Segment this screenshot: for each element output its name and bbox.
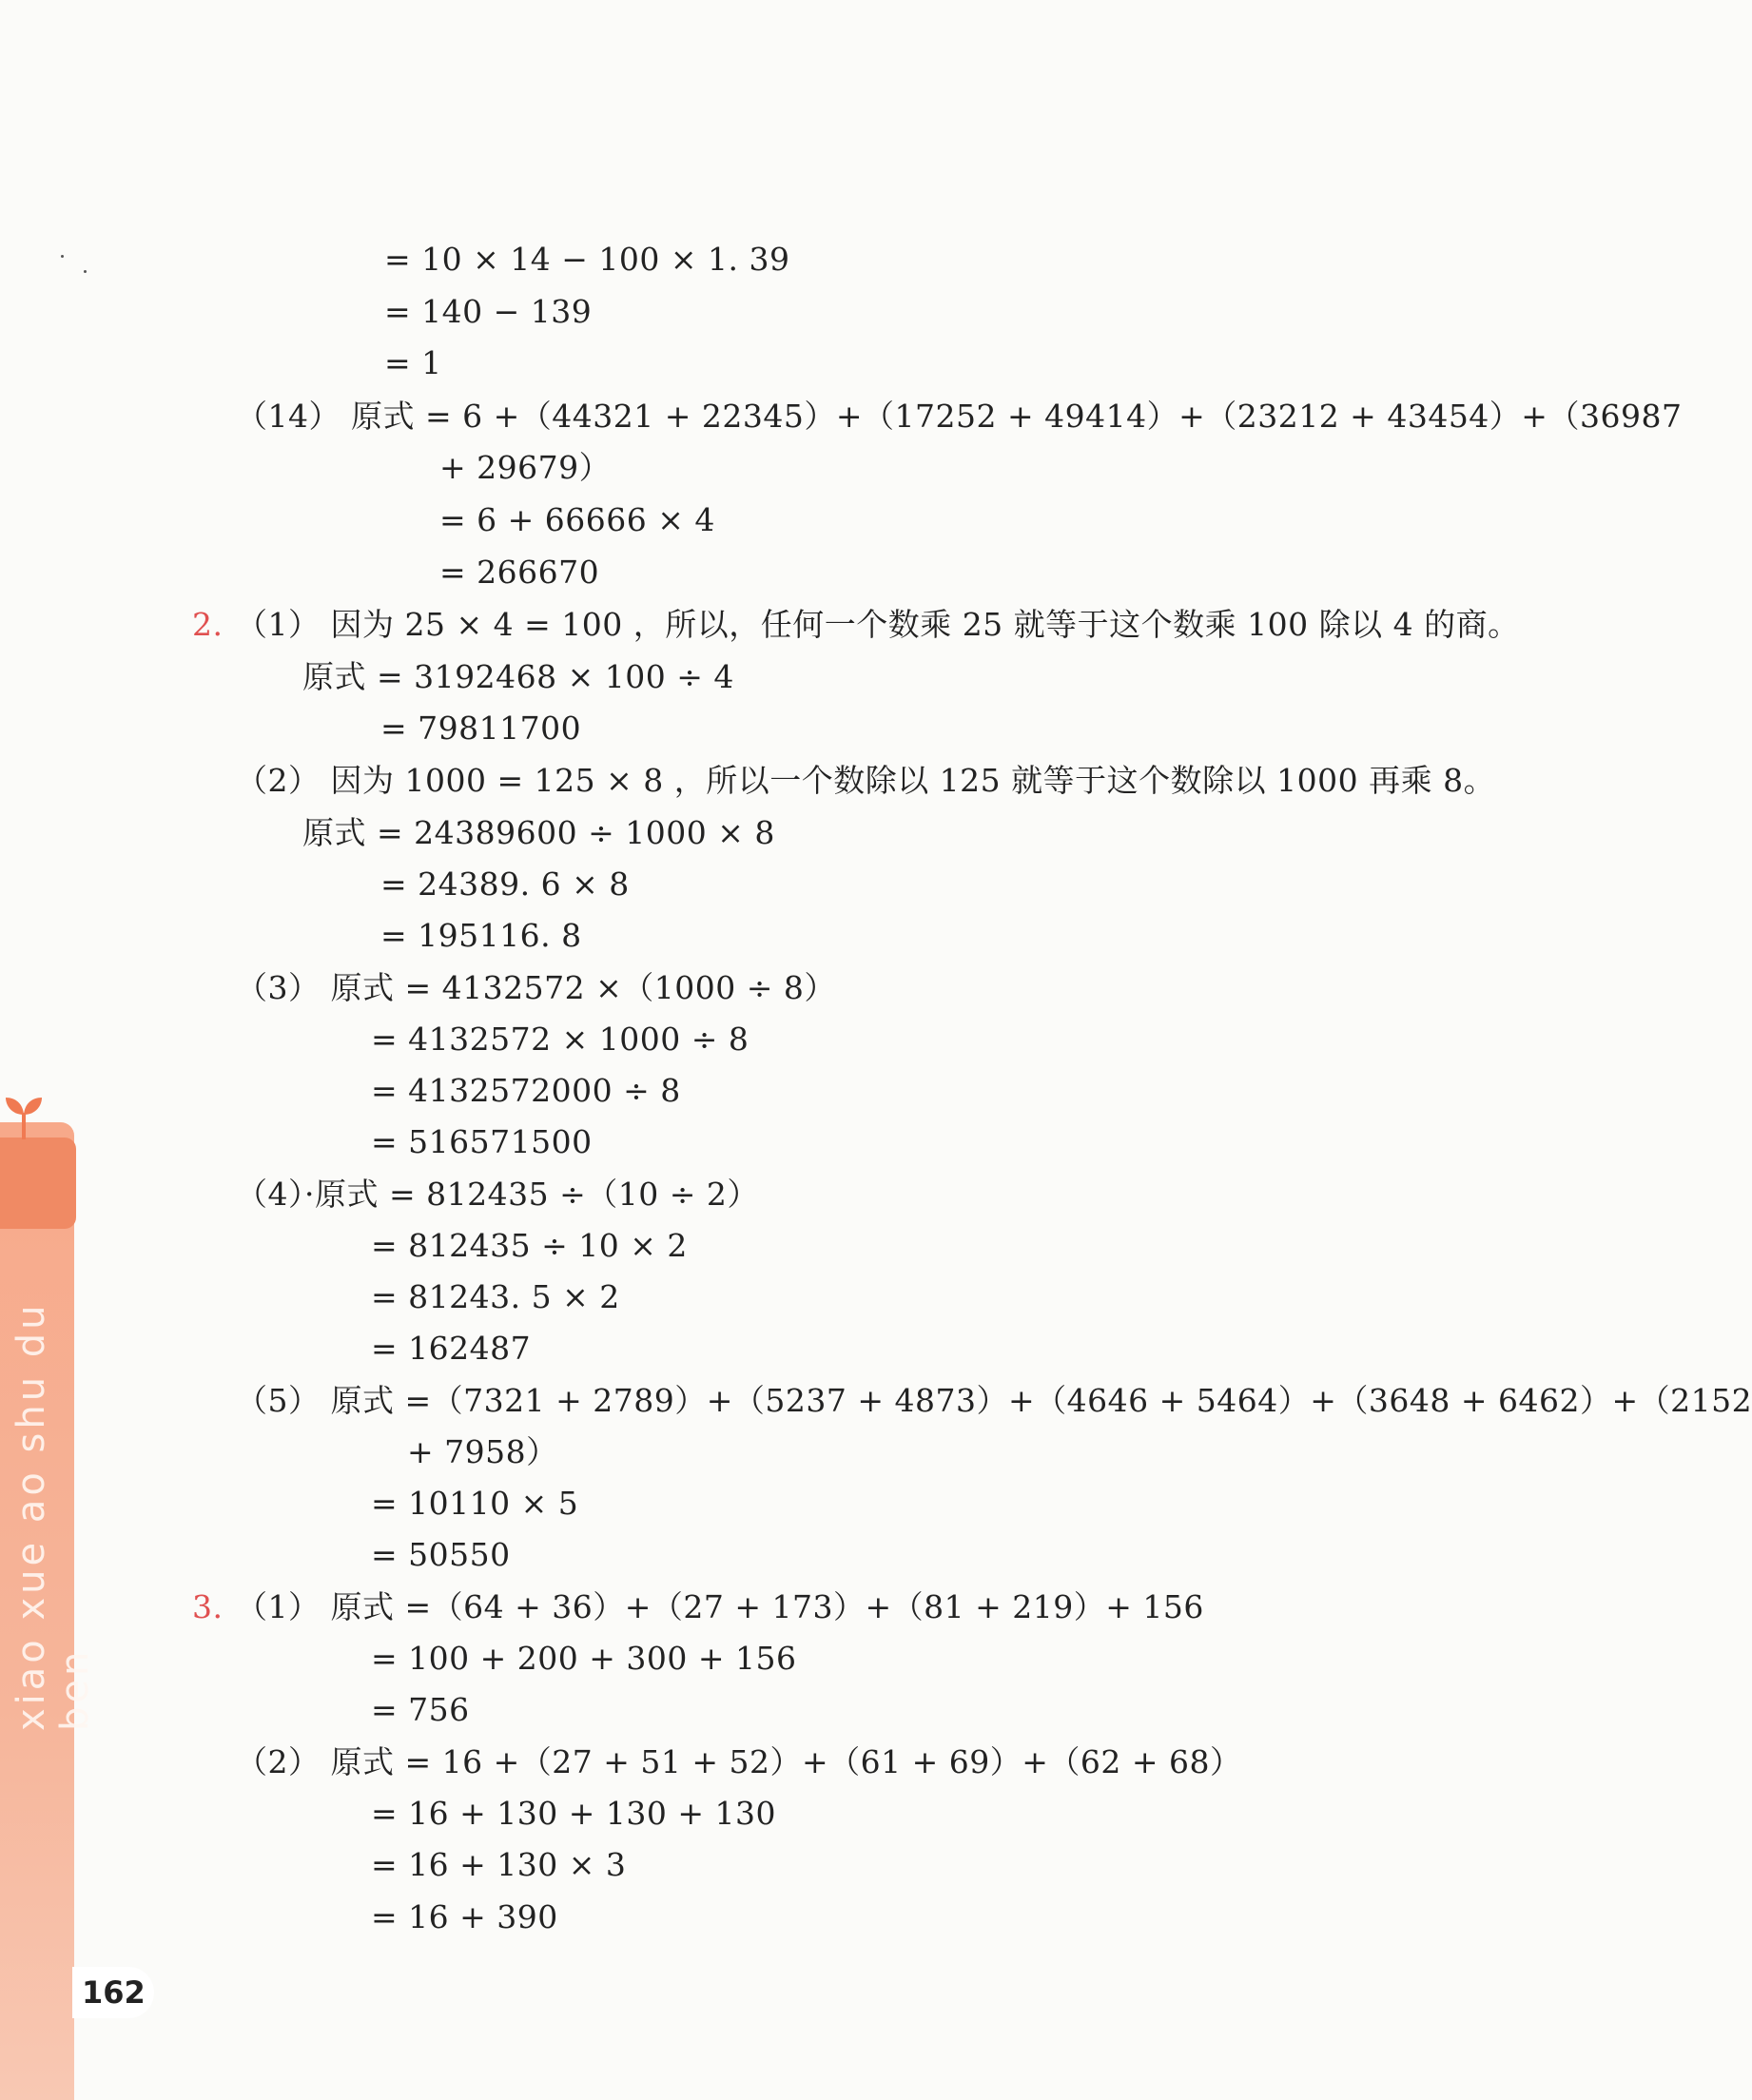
expr-line: 原式 = 24389600 ÷ 1000 × 8 (302, 814, 775, 851)
expr-line: 原式 = 3192468 × 100 ÷ 4 (302, 658, 734, 695)
question-number: 3. (192, 1588, 224, 1625)
sprout-icon (2, 1092, 46, 1139)
side-tab-text: xiao xue ao shu du ben (10, 1301, 97, 1731)
expr-line: = 100 + 200 + 300 + 156 (371, 1640, 797, 1677)
speck (61, 255, 64, 258)
expr-line: = 1 (384, 344, 442, 381)
side-tab-top (0, 1138, 76, 1229)
question-number: 2. (192, 606, 224, 643)
expr-line: （1） 原式 =（64 + 36）+（27 + 173）+（81 + 219）+ 156 (236, 1588, 1204, 1625)
expr-line: = 266670 (439, 554, 600, 591)
expr-line: = 195116. 8 (380, 917, 582, 954)
speck (84, 270, 87, 273)
expr-line: （2） 因为 1000 = 125 × 8 ，所以一个数除以 125 就等于这个数除以 1000 再乘 8。 (236, 762, 1496, 799)
expr-line: = 756 (371, 1691, 470, 1728)
expr-line: = 6 + 66666 × 4 (439, 501, 715, 538)
expr-line: = 10 × 14 − 100 × 1. 39 (384, 241, 790, 278)
expr-line: = 516571500 (371, 1123, 593, 1160)
expr-line: = 162487 (371, 1330, 532, 1367)
expr-line: = 140 − 139 (384, 293, 593, 330)
expr-line: = 16 + 130 × 3 (371, 1846, 627, 1883)
expr-line: = 16 + 390 (371, 1898, 558, 1935)
expr-line: = 4132572000 ÷ 8 (371, 1072, 681, 1109)
expr-line: = 4132572 × 1000 ÷ 8 (371, 1021, 749, 1058)
expr-line: = 812435 ÷ 10 × 2 (371, 1227, 688, 1264)
expr-line: （3） 原式 = 4132572 ×（1000 ÷ 8） (236, 969, 836, 1006)
expr-line: + 29679） (439, 449, 612, 486)
expr-line: = 16 + 130 + 130 + 130 (371, 1795, 776, 1832)
expr-line: = 81243. 5 × 2 (371, 1278, 620, 1315)
expr-line: （4）·原式 = 812435 ÷（10 ÷ 2） (236, 1176, 759, 1213)
expr-line: （5） 原式 =（7321 + 2789）+（5237 + 4873）+（4646 + 5464）+（3648 + 6462）+（2152 (236, 1382, 1752, 1419)
page-number: 162 (82, 1974, 146, 2011)
expr-line: = 50550 (371, 1536, 511, 1573)
expr-line: （2） 原式 = 16 +（27 + 51 + 52）+（61 + 69）+（62 + 68） (236, 1743, 1242, 1780)
expr-line: = 79811700 (380, 710, 582, 747)
expr-line: = 24389. 6 × 8 (380, 865, 630, 903)
expr-line: （1） 因为 25 × 4 = 100 ，所以，任何一个数乘 25 就等于这个数乘 100 除以 4 的商。 (236, 606, 1520, 643)
expr-line: （14） 原式 = 6 +（44321 + 22345）+（17252 + 49414）+（23212 + 43454）+（36987 (236, 398, 1683, 435)
expr-line: + 7958） (407, 1433, 558, 1470)
expr-line: = 10110 × 5 (371, 1485, 579, 1522)
